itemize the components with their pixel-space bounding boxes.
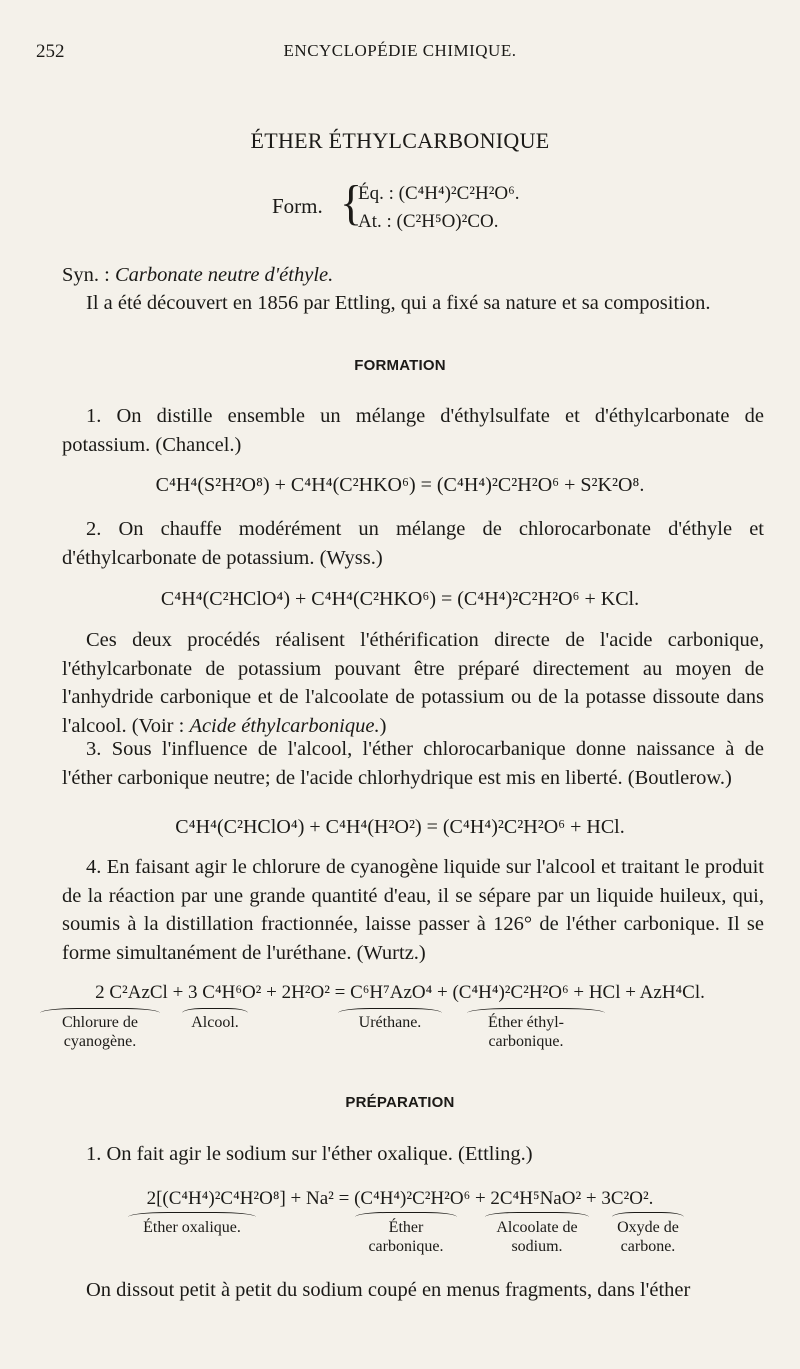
article-title: ÉTHER ÉTHYLCARBONIQUE <box>250 128 550 153</box>
formula-label: Form. <box>272 194 323 218</box>
formation-equation-3: C⁴H⁴(C²HClO⁴) + C⁴H⁴(H²O²) = (C⁴H⁴)²C²H²O⁶ + HCl. <box>175 816 625 838</box>
formation-paragraph-5: 4. En faisant agir le chlorure de cyanogène liquide sur l'alcool et traitant le produit de la réaction par une grande quantité d'eau, il se sépare par un liquide huileux, qui, soumis à la distillation fractionnée, laisse passer à 126° de l'éther carbonique. Il se forme simultanément de l'uréthane. (Wurtz.) <box>62 856 764 964</box>
formation-equation-1: C⁴H⁴(S²H²O⁸) + C⁴H⁴(C²HKO⁶) = (C⁴H⁴)²C²H²O⁶ + S²K²O⁸. <box>155 474 645 496</box>
label-alcoolate-sodium: Alcoolate de sodium. <box>496 1219 578 1255</box>
formation-paragraph-4: 3. Sous l'influence de l'alcool, l'éther chlorocarbanique donne naissance à de l'éther carbonique neutre; de l'acide chlorhydrique est mis en liberté. (Boutlerow.) <box>62 738 764 789</box>
paragraph-3-reference: Acide éthylcarbonique. <box>189 714 380 737</box>
section-formation-heading: FORMATION <box>354 357 446 374</box>
preparation-paragraph-1: 1. On fait agir le sodium sur l'éther oxalique. (Ettling.) <box>86 1143 533 1165</box>
formula-atomic: At. : (C²H⁵O)²CO. <box>358 211 499 232</box>
formation-paragraph-2: 2. On chauffe modérément un mélange de chlorocarbonate d'éthyle et d'éthylcarbonate de potassium. (Wyss.) <box>62 518 764 569</box>
label-ether-oxalique: Éther oxalique. <box>143 1219 241 1236</box>
label-chlorure-cyanogene: Chlorure de cyanogène. <box>62 1014 138 1050</box>
label-alcool: Alcool. <box>191 1014 239 1031</box>
paragraph-3-text: Ces deux procédés réalisent l'éthérification directe de l'acide carbonique, l'éthylcarbonate de potassium pouvant être préparé directement au moyen de l'anhydride carbonique et de l'alcoolate de potassium ou de la potasse dissoute dans l'alcool. (Voir : <box>62 629 764 737</box>
formation-paragraph-1: 1. On distille ensemble un mélange d'éthylsulfate et d'éthylcarbonate de potassium. (Chancel.) <box>62 405 764 456</box>
section-preparation-heading: PRÉPARATION <box>345 1094 455 1111</box>
synonym-name: Carbonate neutre d'éthyle. <box>114 264 334 286</box>
running-title: ENCYCLOPÉDIE CHIMIQUE. <box>283 41 517 60</box>
formation-equation-2: C⁴H⁴(C²HClO⁴) + C⁴H⁴(C²HKO⁶) = (C⁴H⁴)²C²H²O⁶ + KCl. <box>160 588 640 610</box>
label-ether-ethylcarbonique: Éther éthyl-carbonique. <box>488 1014 564 1050</box>
underbrace <box>355 1212 457 1217</box>
formation-equation-4: 2 C²AzCl + 3 C⁴H⁶O² + 2H²O² = C⁶H⁷AzO⁴ + (C⁴H⁴)²C²H²O⁶ + HCl + AzH⁴Cl. <box>95 982 705 1003</box>
label-urethane: Uréthane. <box>358 1014 422 1031</box>
preparation-equation-1: 2[(C⁴H⁴)²C⁴H²O⁸] + Na² = (C⁴H⁴)²C²H²O⁶ + 2C⁴H⁵NaO² + 3C²O². <box>146 1188 654 1209</box>
discovery-paragraph: Il a été découvert en 1856 par Ettling, qui a fixé sa nature et sa composition. <box>86 292 711 314</box>
formation-paragraph-3 <box>62 626 764 740</box>
underbrace <box>485 1212 589 1217</box>
label-ether-carbonique: Éther carbonique. <box>368 1219 444 1255</box>
paragraph-3-close: ) <box>379 714 387 737</box>
synonym-line <box>62 264 333 287</box>
brace-icon: { <box>340 175 363 230</box>
underbrace <box>612 1212 684 1217</box>
formula-equivalent: Éq. : (C⁴H⁴)²C²H²O⁶. <box>358 183 520 204</box>
preparation-paragraph-2: On dissout petit à petit du sodium coupé en menus fragments, dans l'éther <box>86 1279 691 1301</box>
synonym-prefix: Syn. : <box>62 264 115 286</box>
page-number: 252 <box>36 41 65 62</box>
label-oxyde-carbone: Oxyde de carbone. <box>617 1219 679 1255</box>
underbrace <box>128 1212 256 1217</box>
